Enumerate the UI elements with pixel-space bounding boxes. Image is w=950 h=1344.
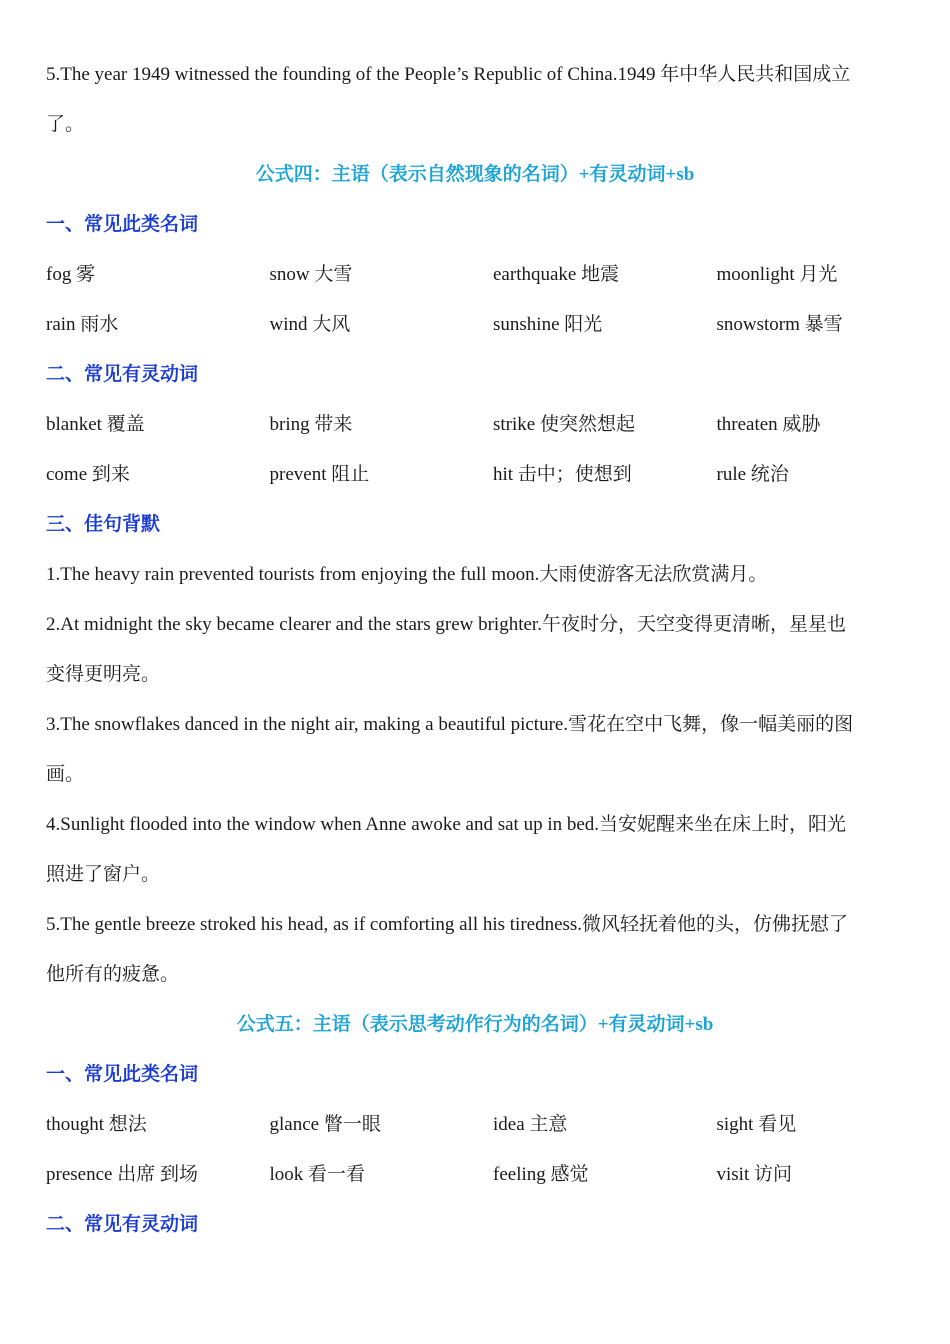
formula-4-verbs-heading: 二、常见有灵动词: [46, 364, 199, 385]
formula-4-nouns-heading: 一、常见此类名词: [46, 214, 199, 235]
vocab-item: thought 想法: [46, 1114, 147, 1135]
vocab-row: [46, 250, 904, 300]
vocab-item: snowstorm 暴雪: [716, 314, 843, 335]
vocab-row: [46, 450, 904, 500]
formula-4-title: 公式四：主语（表示自然现象的名词）+有灵动词+sb: [255, 164, 695, 185]
vocab-item: rain 雨水: [46, 314, 119, 335]
vocab-item: rule 统治: [716, 464, 789, 485]
vocab-item: earthquake 地震: [493, 264, 620, 285]
sentence-line: 4.Sunlight flooded into the window when Anne awoke and sat up in bed.当安妮醒来坐在床上时，阳光: [46, 814, 847, 835]
vocab-item: glance 瞥一眼: [269, 1114, 381, 1135]
vocab-item: wind 大风: [269, 314, 351, 335]
vocab-item: presence 出席 到场: [46, 1164, 198, 1185]
document-content: [46, 50, 904, 1250]
vocab-item: sight 看见: [716, 1114, 797, 1135]
sentence-line: 照进了窗户。: [46, 864, 161, 885]
vocab-item: feeling 感觉: [493, 1164, 589, 1185]
sentence-line: 1.The heavy rain prevented tourists from enjoying the full moon.大雨使游客无法欣赏满月。: [46, 564, 768, 585]
vocab-item: idea 主意: [493, 1114, 568, 1135]
vocab-item: prevent 阻止: [269, 464, 370, 485]
sentence-line: 画。: [46, 764, 85, 785]
vocab-item: threaten 威胁: [716, 414, 821, 435]
vocab-item: snow 大雪: [269, 264, 353, 285]
vocab-item: sunshine 阳光: [493, 314, 603, 335]
text-line: 了。: [46, 114, 85, 135]
vocab-row: [46, 1150, 904, 1200]
vocab-item: visit 访问: [716, 1164, 792, 1185]
vocab-item: look 看一看: [269, 1164, 366, 1185]
vocab-row: [46, 300, 904, 350]
formula-5-title: 公式五：主语（表示思考动作行为的名词）+有灵动词+sb: [236, 1014, 714, 1035]
vocab-item: moonlight 月光: [716, 264, 838, 285]
vocab-row: [46, 1100, 904, 1150]
sentence-line: 3.The snowflakes danced in the night air, making a beautiful picture.雪花在空中飞舞，像一幅美丽的图: [46, 714, 854, 735]
sentence-line: 变得更明亮。: [46, 664, 161, 685]
sentence-line: 5.The gentle breeze stroked his head, as if comforting all his tiredness.微风轻抚着他的头，仿佛抚慰了: [46, 914, 849, 935]
formula-4-sentences-heading: 三、佳句背默: [46, 514, 161, 535]
sentence-line: 他所有的疲惫。: [46, 964, 180, 985]
text-line: 5.The year 1949 witnessed the founding of the People’s Republic of China.1949 年中华人民共和国成立: [46, 64, 851, 85]
vocab-item: fog 雾: [46, 264, 96, 285]
sentence-line: 2.At midnight the sky became clearer and the stars grew brighter.午夜时分，天空变得更清晰，星星也: [46, 614, 846, 635]
formula-5-nouns-heading: 一、常见此类名词: [46, 1064, 199, 1085]
vocab-item: blanket 覆盖: [46, 414, 145, 435]
vocab-item: strike 使突然想起: [493, 414, 635, 435]
vocab-item: hit 击中；使想到: [493, 464, 632, 485]
vocab-item: bring 带来: [269, 414, 353, 435]
vocab-item: come 到来: [46, 464, 130, 485]
formula-5-verbs-heading: 二、常见有灵动词: [46, 1214, 199, 1235]
vocab-row: [46, 400, 904, 450]
